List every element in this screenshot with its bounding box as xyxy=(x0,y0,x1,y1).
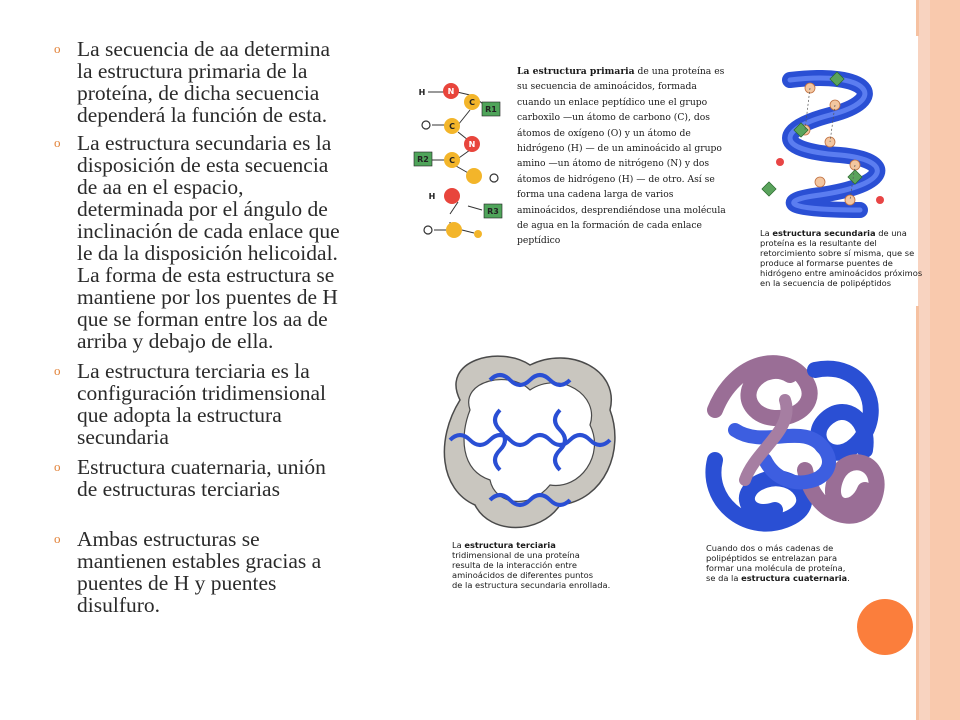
atom-h-label: H xyxy=(428,192,436,201)
atom-n-label: N xyxy=(447,87,455,96)
side-chain-icon xyxy=(762,182,776,196)
oxygen-atom-icon xyxy=(490,174,498,182)
right-decor-strip xyxy=(930,0,960,720)
decor-orange-circle xyxy=(857,599,913,655)
atom-r1-label: R1 xyxy=(485,105,497,114)
tertiary-structure-diagram xyxy=(430,340,630,540)
atom-r2-label: R2 xyxy=(417,155,429,164)
primary-structure-diagram xyxy=(410,70,515,250)
quaternary-chain-blue xyxy=(713,460,804,524)
bullet-marker-icon: o xyxy=(54,135,61,150)
oxygen-atom-icon xyxy=(422,121,430,129)
quaternary-chain-purple xyxy=(715,363,810,418)
amino-acid-icon xyxy=(776,158,784,166)
atom-c-label: C xyxy=(469,98,475,107)
atom-n-label: N xyxy=(468,140,476,149)
right-decor-line-bottom xyxy=(916,306,919,720)
secondary-structure-caption: La estructura secundaria de una proteína es la resultante del retorcimiento sobre sí misma, que se produce al formarse puentes de hidrógeno entre aminoácidos próximos en la secuencia de polipéptidos xyxy=(760,228,923,288)
bullet-marker-icon: o xyxy=(54,531,61,546)
quaternary-structure-caption: Cuando dos o más cadenas de polipéptidos se entrelazan para formar una molécula de proteína, se da la estructura cuaternaria. xyxy=(706,543,850,583)
atom-c-label: C xyxy=(449,156,455,165)
nitrogen-atom-icon xyxy=(444,188,460,204)
carbon-atom-icon xyxy=(474,230,482,238)
right-decor-line-top xyxy=(916,0,919,36)
carbon-atom-icon xyxy=(466,168,482,184)
bullet-marker-icon: o xyxy=(54,459,61,474)
bullet-marker-icon: o xyxy=(54,363,61,378)
bullet-list xyxy=(50,38,400,678)
right-decor-strip-light xyxy=(918,0,930,720)
bullet-item: o La estructura terciaria es la configuración tridimensional que adopta la estructura secundaria xyxy=(54,359,326,449)
amino-acid-icon xyxy=(815,177,825,187)
oxygen-atom-icon xyxy=(424,226,432,234)
atom-r3-label: R3 xyxy=(487,207,499,216)
primary-structure-caption: La estructura primaria de una proteína es su secuencia de aminoácidos, formada cuando un enlace peptídico une el grupo carboxilo —un átomo de carbono (C), dos átomos de oxígeno (O) y un átomo de hidrógeno (H) — de un aminoácido al grupo amino —un átomo de nitrógeno (N) y dos átomos de hidrógeno (H) — de otro. Así se forma una cadena larga de varios aminoácidos, desprendiéndose una molécula de agua en la formación de cada enlace peptídico xyxy=(517,66,726,247)
amino-acid-icon xyxy=(876,196,884,204)
carbon-atom-icon xyxy=(446,222,462,238)
atom-c-label: C xyxy=(449,122,455,131)
secondary-structure-helix-diagram xyxy=(750,70,900,220)
bullet-item: o Ambas estructuras se mantienen estables gracias a puentes de H y puentes disulfuro. xyxy=(54,527,322,617)
bullet-item: o La estructura secundaria es la disposición de esta secuencia de aa en el espacio, determinada por el ángulo de inclinación de cada enlace que le da la disposición helicoidal. La forma de esta estructura se mantiene por los puentes de H que se forman entre los aa de arriba y debajo de ella. xyxy=(54,131,340,353)
tertiary-structure-caption: La estructura terciaria tridimensional de una proteína resulta de la interacción entre aminoácidos de diferentes puntos de la estructura secundaria enrollada. xyxy=(452,540,611,590)
atom-h-label: H xyxy=(418,88,426,97)
bullet-marker-icon: o xyxy=(54,41,61,56)
bullet-item: o Estructura cuaternaria, unión de estructuras terciarias xyxy=(54,455,326,501)
bullet-item: o La secuencia de aa determina la estructura primaria de la proteína, de dicha secuencia dependerá la función de esta. xyxy=(54,38,331,127)
quaternary-chain-purple xyxy=(805,462,877,515)
quaternary-structure-diagram xyxy=(695,350,890,540)
